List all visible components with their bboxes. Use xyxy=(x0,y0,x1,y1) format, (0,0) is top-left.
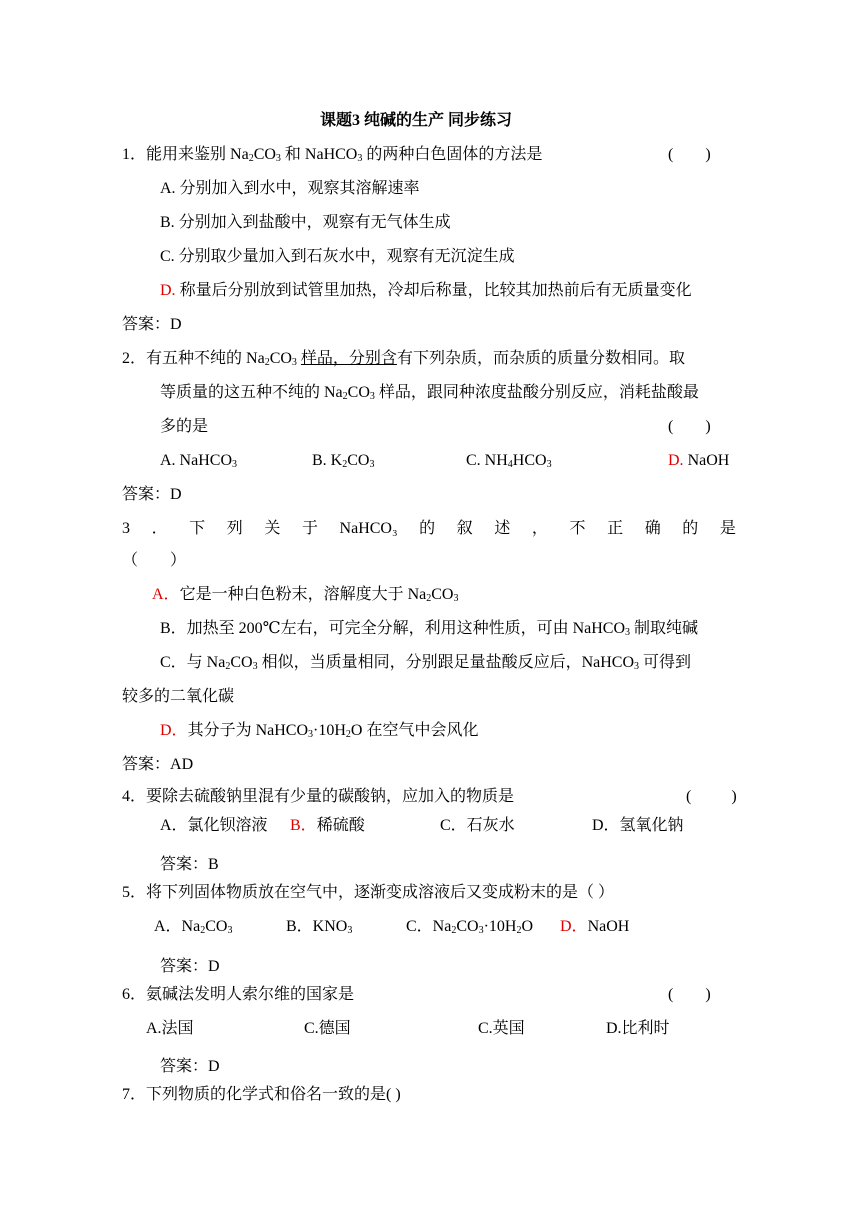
subscript: 2 xyxy=(451,925,457,936)
subscript: 3 xyxy=(625,627,631,638)
subscript: 3 xyxy=(291,357,297,368)
subscript: 3 xyxy=(232,459,237,470)
underlined-text: 样品，分别含 xyxy=(300,350,397,367)
question-1-stem xyxy=(122,144,542,166)
option-text: B. K xyxy=(312,452,343,469)
subscript: 3 xyxy=(347,925,353,936)
stem-char: 不 xyxy=(569,520,586,537)
answer-value: AD xyxy=(170,756,194,773)
subscript: 3 xyxy=(634,661,640,672)
stem-char: 正 xyxy=(607,520,624,537)
stem-text: 样品，跟同种浓度盐酸分别反应，消耗盐酸最 xyxy=(374,384,699,401)
option-text: 它是一种白色粉末，溶解度大于 Na xyxy=(179,586,427,603)
option-letter: D． xyxy=(160,722,188,739)
subscript: 3 xyxy=(252,661,258,672)
q1-option-a: A. 分别加入到水中，观察其溶解速率 xyxy=(160,180,420,197)
option-text: B．加热至 200℃左右，可完全分解，利用这种性质，可由 NaHCO xyxy=(160,620,626,637)
option-text: ·10H xyxy=(483,918,517,935)
q2-option-d xyxy=(668,450,729,472)
question-2-stem-line3: 多的是 xyxy=(160,418,209,435)
stem-char: 述 xyxy=(494,520,511,537)
answer-value: D xyxy=(208,1058,220,1075)
stem-char: ， xyxy=(531,520,548,537)
subscript: 2 xyxy=(516,925,522,936)
subscript: 2 xyxy=(248,153,254,164)
question-number: 2． xyxy=(122,350,147,367)
question-5-stem: 5．将下列固体物质放在空气中，逐渐变成溶液后又变成粉末的是（ ） xyxy=(122,884,615,901)
q6-option-d: D.比利时 xyxy=(606,1020,670,1037)
subscript: 2 xyxy=(225,661,231,672)
subscript: 3 xyxy=(546,459,552,470)
subscript: 3 xyxy=(308,729,314,740)
option-text: 称量后分别放到试管里加热，冷却后称量，比较其加热前后有无质量变化 xyxy=(175,282,692,299)
q2-option-c xyxy=(466,450,552,472)
q1-option-d xyxy=(160,280,692,302)
stem-char: 关 xyxy=(264,520,281,537)
question-number: 1． xyxy=(122,146,147,163)
subscript: 2 xyxy=(342,391,348,402)
stem-text: 有五种不纯的 Na xyxy=(146,350,265,367)
answer-blank: ( ) xyxy=(686,788,737,805)
q2-option-b xyxy=(312,450,374,472)
answer-value: D xyxy=(170,316,182,333)
option-text: ·10H xyxy=(313,722,346,739)
question-2-stem-line1 xyxy=(122,348,685,370)
q3-answer xyxy=(122,754,193,776)
answer-value: B xyxy=(208,856,219,873)
q6-option-a: A.法国 xyxy=(146,1020,194,1037)
answer-label: 答案： xyxy=(160,856,209,873)
q3-option-b xyxy=(160,618,698,640)
option-text: CO xyxy=(431,586,454,603)
answer-value: D xyxy=(208,958,220,975)
option-text: A. NaHCO xyxy=(160,452,232,469)
q5-option-a xyxy=(154,916,232,938)
option-text: A．Na xyxy=(154,918,201,935)
answer-value: D xyxy=(170,486,182,503)
option-text: O 在空气中会风化 xyxy=(350,722,479,739)
subscript: 3 xyxy=(369,459,375,470)
q3-option-c-continued: 较多的二氧化碳 xyxy=(122,688,235,705)
option-text: CO xyxy=(205,918,228,935)
question-number: 3 xyxy=(122,520,130,537)
option-text: 稀硫酸 xyxy=(316,817,365,834)
subscript: 2 xyxy=(200,925,206,936)
answer-label: 答案： xyxy=(122,316,171,333)
subscript: 2 xyxy=(426,593,432,604)
subscript: 3 xyxy=(369,391,375,402)
question-3-stem xyxy=(122,518,736,540)
q1-answer xyxy=(122,314,182,336)
q5-option-b xyxy=(286,916,352,938)
question-6-stem: 6．氨碱法发明人索尔维的国家是 xyxy=(122,986,355,1003)
stem-char: 是 xyxy=(719,520,736,537)
q5-option-c xyxy=(406,916,533,938)
option-text: O xyxy=(521,918,534,935)
stem-text: 能用来鉴别 Na xyxy=(146,146,249,163)
stem-char: 列 xyxy=(226,520,243,537)
stem-char: 的 xyxy=(682,520,699,537)
option-text: HCO xyxy=(512,452,547,469)
option-text: B．KNO xyxy=(286,918,348,935)
option-text: CO xyxy=(230,654,253,671)
answer-blank: （ ） xyxy=(122,552,187,569)
answer-label: 答案： xyxy=(122,756,171,773)
option-text: C．与 Na xyxy=(160,654,226,671)
option-letter: D． xyxy=(560,918,588,935)
stem-char: 确 xyxy=(644,520,661,537)
option-text: NaOH xyxy=(587,918,630,935)
answer-blank: ( ) xyxy=(668,986,711,1003)
option-letter: D. xyxy=(668,452,684,469)
stem-char: ． xyxy=(151,520,168,537)
stem-char: 叙 xyxy=(456,520,473,537)
question-4-stem: 4．要除去硫酸钠里混有少量的碳酸钠，应加入的物质是 xyxy=(122,788,515,805)
q4-answer xyxy=(160,854,219,876)
q6-option-c: C.英国 xyxy=(478,1020,525,1037)
stem-text: CO xyxy=(347,384,370,401)
option-text: 可得到 xyxy=(639,654,692,671)
question-2-stem-line2 xyxy=(160,382,699,404)
q4-option-c: C．石灰水 xyxy=(440,817,515,834)
q1-option-b: B. 分别加入到盐酸中，观察有无气体生成 xyxy=(160,214,451,231)
subscript: 2 xyxy=(264,357,270,368)
subscript: 2 xyxy=(345,729,351,740)
option-letter: A． xyxy=(152,586,180,603)
option-text: 相似，当质量相同，分别跟足量盐酸反应后，NaHCO xyxy=(257,654,635,671)
subscript: 3 xyxy=(357,153,363,164)
answer-blank: ( ) xyxy=(668,146,711,163)
q4-option-b xyxy=(290,815,365,837)
q2-option-a xyxy=(160,450,237,472)
option-letter: D. xyxy=(160,282,176,299)
q3-option-a xyxy=(152,584,458,606)
stem-text: 和 NaHCO xyxy=(280,146,358,163)
answer-label: 答案： xyxy=(122,486,171,503)
stem-text: 等质量的这五种不纯的 Na xyxy=(160,384,343,401)
option-text: C．Na xyxy=(406,918,452,935)
option-text: CO xyxy=(347,452,370,469)
option-text: 其分子为 NaHCO xyxy=(187,722,309,739)
page-title: 课题3 纯碱的生产 同步练习 xyxy=(320,112,513,129)
option-text: NaOH xyxy=(683,452,730,469)
q6-option-b: C.德国 xyxy=(304,1020,351,1037)
q1-option-c: C. 分别取少量加入到石灰水中，观察有无沉淀生成 xyxy=(160,248,515,265)
q3-option-c xyxy=(160,652,691,674)
stem-text: CO xyxy=(253,146,276,163)
subscript: 2 xyxy=(342,459,348,470)
stem-char: NaHCO₃ xyxy=(339,520,398,537)
option-text: 制取纯碱 xyxy=(630,620,699,637)
option-letter: B． xyxy=(290,817,317,834)
option-text: CO xyxy=(456,918,479,935)
subscript: 3 xyxy=(478,925,484,936)
stem-text: 的两种白色固体的方法是 xyxy=(362,146,543,163)
answer-label: 答案： xyxy=(160,958,209,975)
subscript: 3 xyxy=(453,593,459,604)
q3-option-d xyxy=(160,720,478,742)
stem-text: 有下列杂质，而杂质的质量分数相同。取 xyxy=(396,350,685,367)
stem-char: 的 xyxy=(419,520,436,537)
q4-option-d: D．氢氧化钠 xyxy=(592,817,684,834)
answer-label: 答案： xyxy=(160,1058,209,1075)
q5-answer xyxy=(160,956,220,978)
q5-option-d xyxy=(560,916,629,938)
q2-answer xyxy=(122,484,182,506)
subscript: 3 xyxy=(275,153,281,164)
subscript: 3 xyxy=(227,925,233,936)
answer-blank: ( ) xyxy=(668,418,711,435)
q4-option-a: A．氯化钡溶液 xyxy=(160,817,268,834)
option-text: C. NH xyxy=(466,452,508,469)
stem-char: 于 xyxy=(301,520,318,537)
stem-text: CO xyxy=(269,350,292,367)
stem-char: 下 xyxy=(189,520,206,537)
subscript: 4 xyxy=(507,459,513,470)
question-7-stem: 7．下列物质的化学式和俗名一致的是( ) xyxy=(122,1086,401,1103)
q6-answer xyxy=(160,1056,220,1078)
